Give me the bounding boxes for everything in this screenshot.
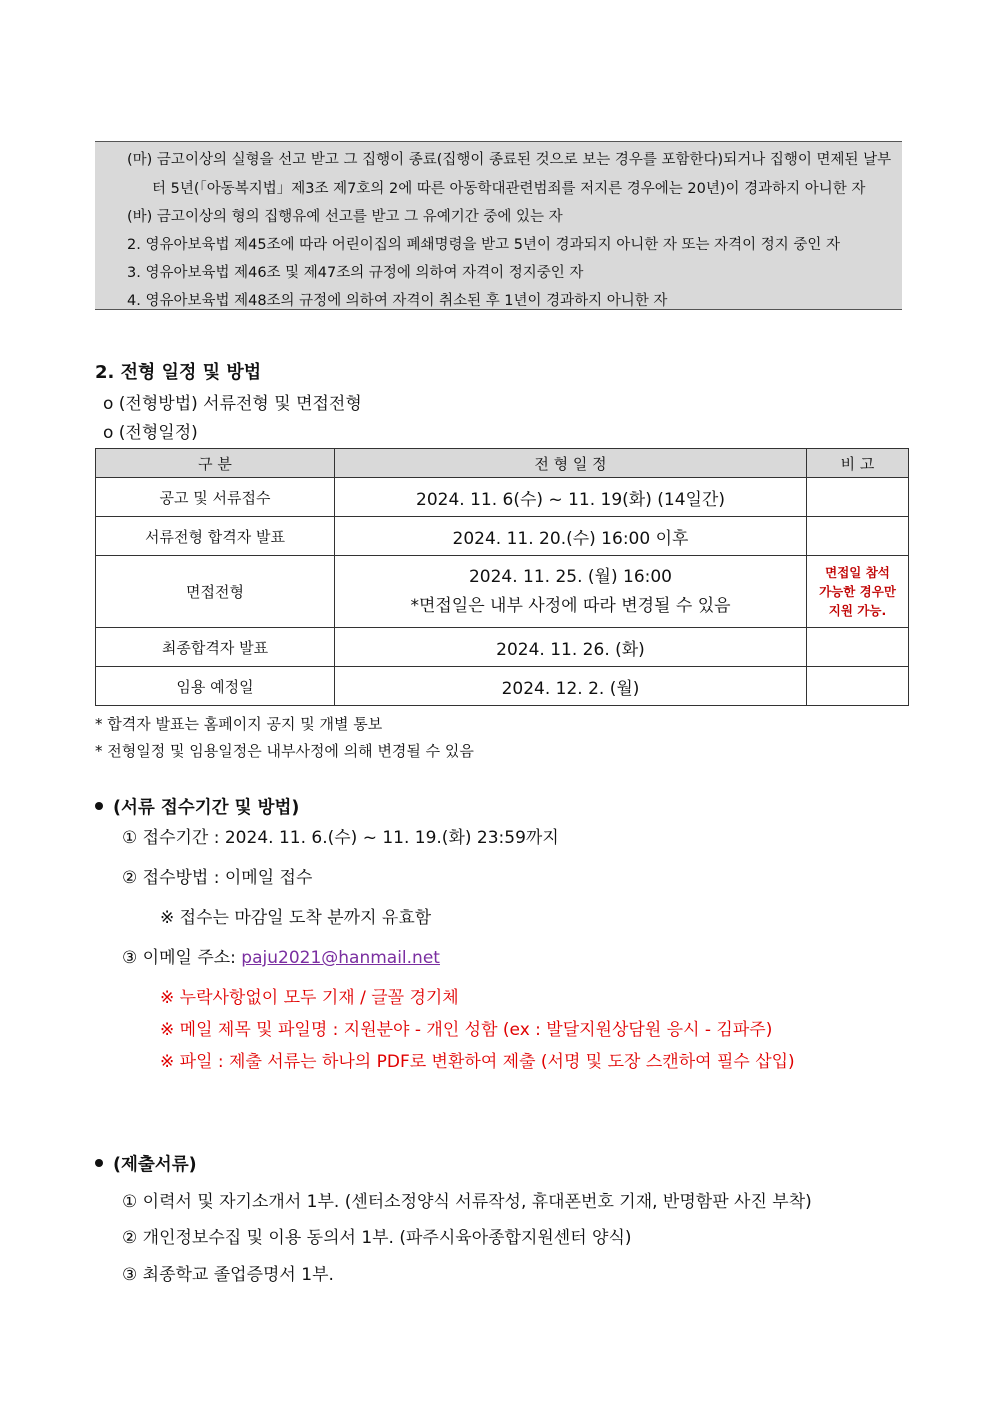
table-row [96,478,909,517]
row-date: 2024. 11. 26. (화) [335,628,807,667]
document-item-2: ② 개인정보수집 및 이용 동의서 1부. (파주시육아종합지원센터 양식) [122,1228,632,1248]
documents-heading [95,1151,197,1176]
schedule-label: o (전형일정) [103,423,198,443]
red-note-1: ※ 누락사항없이 모두 기재 / 글꼴 경기체 [160,988,459,1008]
application-period: ① 접수기간 : 2024. 11. 6.(수) ~ 11. 19.(화) 23:59까지 [122,828,559,848]
row-category: 면접전형 [96,556,335,628]
table-row [96,556,909,628]
row-date: 2024. 11. 6(수) ~ 11. 19(화) (14일간) [335,478,807,517]
header-category: 구 분 [96,449,335,478]
row-note-cell [807,556,909,628]
row-note [807,628,909,667]
red-note-3: ※ 파일 : 제출 서류는 하나의 PDF로 변환하여 제출 (서명 및 도장 스캔하여 필수 삽입) [160,1052,795,1072]
table-row [96,667,909,706]
row-note [807,478,909,517]
row-date-cell [335,556,807,628]
box-line-5: 3. 영유아보육법 제46조 및 제47조의 규정에 의하여 자격이 정지중인 자 [127,265,584,281]
section-title: 2. 전형 일정 및 방법 [95,362,262,383]
row-category: 공고 및 서류접수 [96,478,335,517]
email-label: ③ 이메일 주소: [122,948,242,968]
schedule-table [95,448,909,706]
box-line-3: (바) 금고이상의 형의 집행유예 선고를 받고 그 유예기간 중에 있는 자 [127,209,563,225]
row-date-note: *면접일은 내부 사정에 따라 변경될 수 있음 [410,595,731,616]
box-line-6: 4. 영유아보육법 제48조의 규정에 의하여 자격이 취소된 후 1년이 경과하지 아니한 자 [127,293,668,309]
row-date: 2024. 11. 20.(수) 16:00 이후 [335,517,807,556]
application-heading [95,794,299,819]
row-date: 2024. 11. 25. (월) 16:00 [468,566,673,587]
row-category: 임용 예정일 [96,667,335,706]
application-title: (서류 접수기간 및 방법) [113,798,300,818]
bullet-icon [95,802,103,810]
header-schedule: 전 형 일 정 [335,449,807,478]
box-line-2: 터 5년(「아동복지법」제3조 제7호의 2에 따른 아동학대관련범죄를 저지른 경우에는 20년)이 경과하지 아니한 자 [152,181,866,197]
table-row [96,517,909,556]
row-note [807,667,909,706]
row-date: 2024. 12. 2. (월) [335,667,807,706]
footnote-announcement: * 합격자 발표는 홈페이지 공지 및 개별 통보 [95,715,383,733]
selection-method: o (전형방법) 서류전형 및 면접전형 [103,394,362,414]
footnote-schedule-change: * 전형일정 및 임용일정은 내부사정에 의해 변경될 수 있음 [95,742,474,760]
row-note: 면접일 참석 가능한 경우만 지원 가능. [819,565,896,618]
row-note [807,517,909,556]
box-line-4: 2. 영유아보육법 제45조에 따라 어린이집의 폐쇄명령을 받고 5년이 경과되지 아니한 자 또는 자격이 정지 중인 자 [127,237,840,253]
document-item-3: ③ 최종학교 졸업증명서 1부. [122,1265,334,1285]
application-method: ② 접수방법 : 이메일 접수 [122,868,313,888]
application-method-note: ※ 접수는 마감일 도착 분까지 유효함 [160,908,432,928]
table-header-row [96,449,909,478]
box-line-1: (마) 금고이상의 실형을 선고 받고 그 집행이 종료(집행이 종료된 것으로 보는 경우를 포함한다)되거나 집행이 면제된 날부 [127,152,892,168]
header-note: 비 고 [807,449,909,478]
email-row [122,943,440,968]
table-row [96,628,909,667]
document-item-1: ① 이력서 및 자기소개서 1부. (센터소정양식 서류작성, 휴대폰번호 기재, 반명함판 사진 부착) [122,1192,812,1212]
bullet-icon [95,1159,103,1167]
documents-title: (제출서류) [113,1155,197,1175]
email-link[interactable]: paju2021@hanmail.net [241,948,440,968]
red-note-2: ※ 메일 제목 및 파일명 : 지원분야 - 개인 성함 (ex : 발달지원상담원 응시 - 김파주) [160,1020,773,1040]
row-category: 서류전형 합격자 발표 [96,517,335,556]
row-category: 최종합격자 발표 [96,628,335,667]
